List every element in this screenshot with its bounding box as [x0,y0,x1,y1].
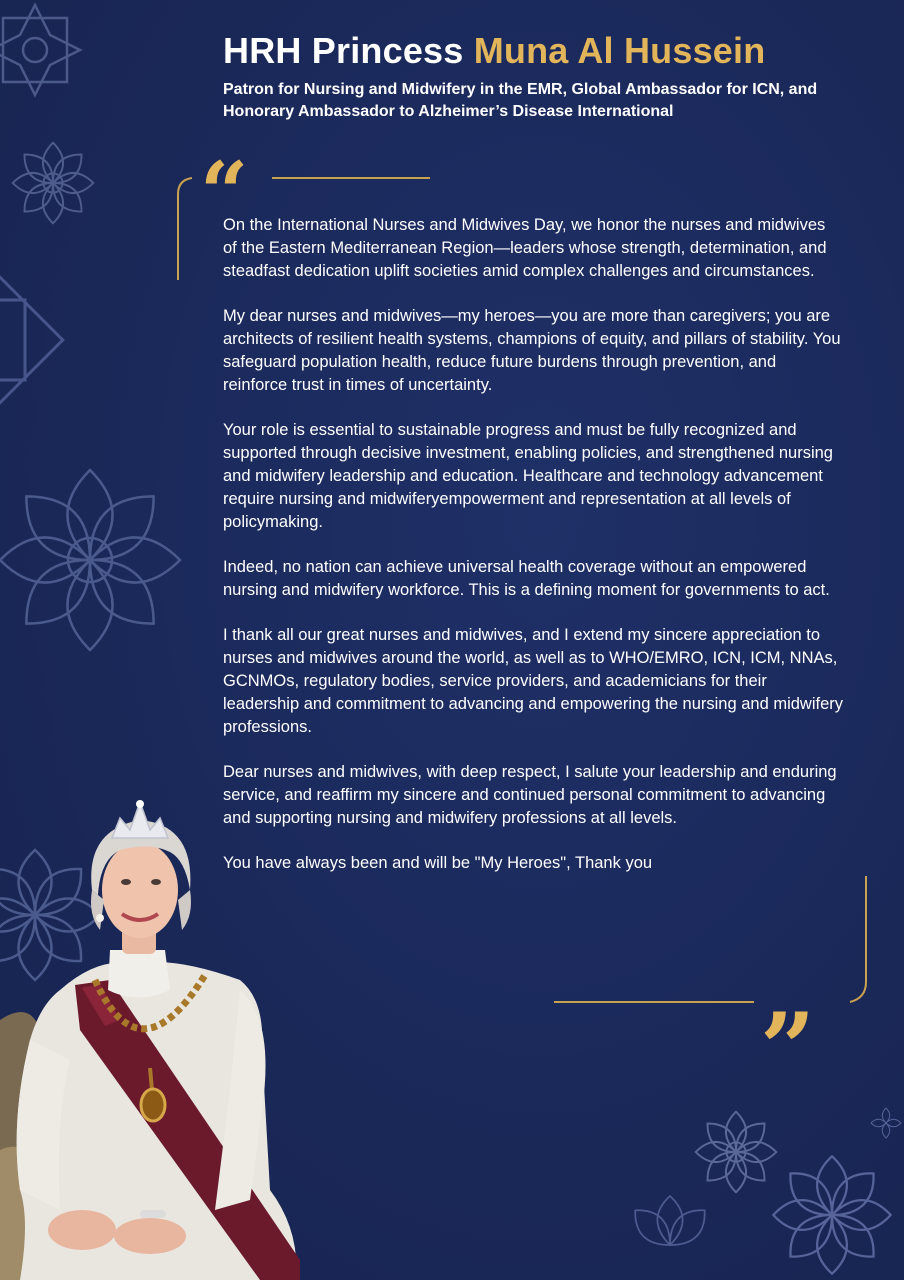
message-paragraph: On the International Nurses and Midwives Day, we honor the nurses and midwives of the Eastern Mediterranean Region—leaders whose strength, determination, and steadfast dedication uplift societies amid complex challenges and circumstances. [223,216,827,280]
flower-ornament-icon [0,460,190,660]
message-paragraph: I thank all our great nurses and midwives, and I extend my sincere appreciation to nurses and midwives around the world, as well as to WHO/EMRO, ICN, ICM, NNAs, GCNMOs, regulatory bodies, service providers, and academicians for their leadership and commitment to advancing and empowering the nursing and midwifery professions. [223,626,844,736]
message-paragraph: Dear nurses and midwives, with deep respect, I salute your leadership and enduring service, and reaffirm my sincere and continued personal commitment to advancing and supporting nursing and midwifery professions at all levels. [223,763,837,827]
page-subtitle: Patron for Nursing and Midwifery in the EMR, Global Ambassador for ICN, and Honorary Ambassador to Alzheimer’s Disease International [223,81,818,120]
portrait-image [0,790,320,1280]
message-paragraph: You have always been and will be "My Heroes", Thank you [223,854,653,872]
message-paragraph: My dear nurses and midwives—my heroes—you are more than caregivers; you are architects of resilient health systems, champions of equity, and pillars of stability. You safeguard population health, reduce future burdens through prevention, and reinforce trust in times of uncertainty. [223,307,841,394]
close-quote-icon [550,872,872,1105]
title-name-gold: Muna Al Hussein [473,30,766,71]
flower-ornament-icon [760,1150,904,1280]
svg-text:“: “ [200,143,249,242]
flower-ornament-icon [5,135,101,231]
svg-text:”: ” [760,992,816,1105]
page-title [223,30,765,72]
message-paragraph: Indeed, no nation can achieve universal health coverage without an empowered nursing and midwifery workforce. This is a defining moment for governments to act. [223,558,830,599]
flower-ornament-icon [0,240,60,440]
message-paragraph: Your role is essential to sustainable progress and must be fully recognized and supported through decisive investment, enabling policies, and strengthened nursing and midwifery leadership and education. Healthcare and technology advancement require nursing and midwiferyempowerment and representation at all levels of policymaking. [223,421,833,531]
flower-ornament-icon [868,1088,904,1158]
title-name-white: HRH Princess [223,30,464,71]
flower-ornament-icon [590,1210,750,1280]
flower-ornament-icon [0,0,90,120]
